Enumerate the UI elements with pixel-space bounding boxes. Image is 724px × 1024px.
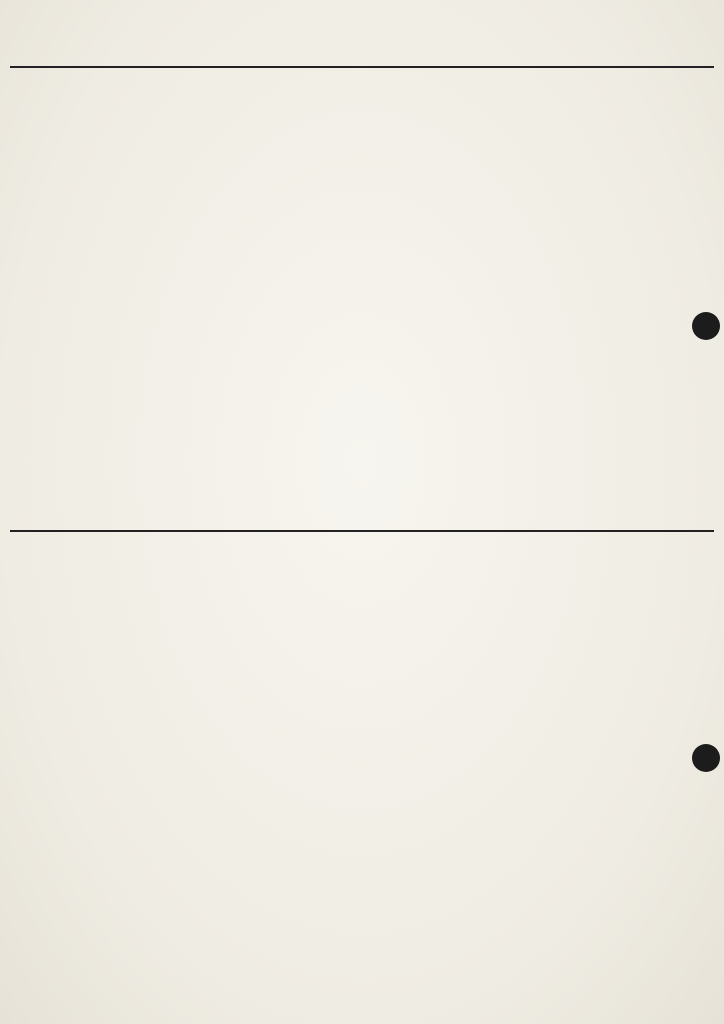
middle-rule (10, 530, 714, 532)
top-article-block (14, 72, 710, 524)
binding-hole (692, 744, 720, 772)
bottom-article-block (14, 538, 710, 1014)
top-rule (10, 66, 714, 68)
binding-hole (692, 312, 720, 340)
page-header (8, 30, 716, 64)
